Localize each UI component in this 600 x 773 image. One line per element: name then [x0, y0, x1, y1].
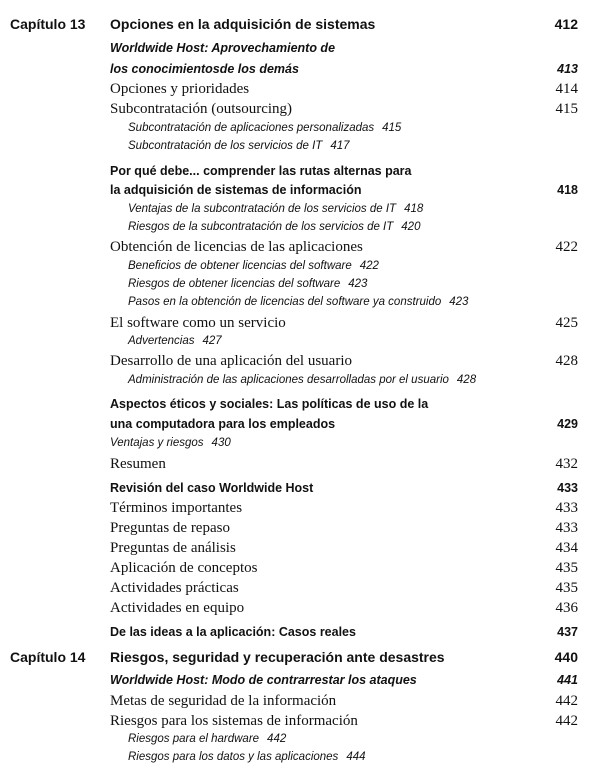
chapter-14-title: Riesgos, seguridad y recuperación ante desastres — [110, 649, 445, 665]
eticos-line1: Aspectos éticos y sociales: Las políticas de uso de la — [110, 397, 429, 411]
subentry-title: Beneficios de obtener licencias del software — [128, 260, 352, 272]
chapter-14-heading — [0, 649, 600, 669]
case-intro-14-title: Worldwide Host: Modo de contrarrestar los ataques — [110, 673, 417, 687]
entry-page: 435 — [555, 560, 578, 576]
chapter-13-page: 412 — [554, 16, 578, 32]
toc-subentry — [0, 140, 600, 160]
subentry — [128, 278, 367, 290]
subentry — [128, 733, 286, 745]
toc-entry — [0, 600, 600, 620]
entry-page: 425 — [555, 315, 578, 331]
porque-page: 418 — [557, 183, 578, 197]
toc-subentry — [0, 751, 600, 771]
case-intro-line2: los conocimientosde los demás — [110, 62, 299, 76]
entry-title: Preguntas de repaso — [110, 520, 230, 536]
entry-page: 432 — [555, 456, 578, 472]
entry-title: Actividades prácticas — [110, 580, 239, 596]
ideas-page: 437 — [557, 625, 578, 639]
subentry-title: Ventajas de la subcontratación de los servicios de IT — [128, 203, 397, 215]
toc-entry — [0, 164, 600, 184]
subentry-page: 430 — [211, 437, 231, 449]
subentry-title: Ventajas y riesgos — [110, 437, 204, 449]
entry-page: 428 — [555, 353, 578, 369]
eticos-page: 429 — [557, 417, 578, 431]
entry-title: Obtención de licencias de las aplicaciones — [110, 239, 363, 255]
revision-title: Revisión del caso Worldwide Host — [110, 481, 314, 495]
entry-title: El software como un servicio — [110, 315, 286, 331]
subentry-page: 444 — [346, 751, 366, 763]
toc-entry — [0, 481, 600, 501]
subentry-title: Subcontratación de los servicios de IT — [128, 140, 323, 152]
subentry — [128, 260, 379, 272]
toc-entry — [0, 456, 600, 476]
entry-page: 433 — [555, 520, 578, 536]
subentry-page: 422 — [359, 260, 379, 272]
toc-subentry — [0, 203, 600, 223]
toc-entry — [0, 62, 600, 82]
entry-page: 436 — [555, 600, 578, 616]
case-intro-14-page: 441 — [557, 673, 578, 687]
entry-title: Aplicación de conceptos — [110, 560, 258, 576]
toc-entry — [0, 417, 600, 437]
subentry — [128, 140, 350, 152]
toc-subentry — [0, 374, 600, 394]
toc-entry — [0, 315, 600, 335]
porque-line1: Por qué debe... comprender las rutas alternas para — [110, 164, 412, 178]
subentry-page: 417 — [330, 140, 350, 152]
subentry-page: 428 — [456, 374, 477, 386]
toc-subentry — [0, 122, 600, 142]
entry-title: Subcontratación (outsourcing) — [110, 101, 293, 117]
revision-page: 433 — [557, 481, 578, 495]
entry-page: 442 — [555, 713, 578, 729]
subentry — [128, 203, 423, 215]
chapter-14-page: 440 — [554, 649, 578, 665]
subentry-title: Subcontratación de aplicaciones personalizadas — [128, 122, 375, 134]
toc-entry — [0, 673, 600, 693]
entry-page: 433 — [555, 500, 578, 516]
toc-entry — [0, 397, 600, 417]
toc-entry — [0, 81, 600, 101]
entry-title: Resumen — [110, 456, 166, 472]
case-intro-line1: Worldwide Host: Aprovechamiento de — [110, 41, 336, 55]
subentry — [128, 221, 420, 233]
entry-page: 434 — [555, 540, 578, 556]
subentry-page: 427 — [202, 335, 222, 347]
toc-entry — [0, 500, 600, 520]
toc-subentry — [0, 296, 600, 316]
eticos-line2: una computadora para los empleados — [110, 417, 336, 431]
porque-line2: la adquisición de sistemas de información — [110, 183, 362, 197]
toc-subentry — [0, 437, 600, 457]
toc-entry — [0, 520, 600, 540]
case-intro-page: 413 — [557, 62, 578, 76]
entry-title: Opciones y prioridades — [110, 81, 250, 97]
toc-subentry — [0, 221, 600, 241]
chapter-13-heading — [0, 16, 600, 36]
subentry — [128, 335, 222, 347]
entry-page: 415 — [555, 101, 578, 117]
subentry-title: Advertencias — [128, 335, 195, 347]
toc-subentry — [0, 733, 600, 753]
subentry-title: Riesgos de la subcontratación de los servicios de IT — [128, 221, 394, 233]
toc-entry — [0, 41, 600, 61]
entry-page: 442 — [555, 693, 578, 709]
entry-title: Actividades en equipo — [110, 600, 245, 616]
subentry — [128, 122, 401, 134]
entry-title: Desarrollo de una aplicación del usuario — [110, 353, 352, 369]
toc-subentry — [0, 260, 600, 280]
toc-entry — [0, 183, 600, 203]
entry-title: Términos importantes — [110, 500, 243, 516]
subentry — [128, 374, 476, 386]
subentry-title: Riesgos para los datos y las aplicaciones — [128, 751, 339, 763]
entry-page: 435 — [555, 580, 578, 596]
toc-subentry — [0, 278, 600, 298]
toc-entry — [0, 693, 600, 713]
subentry-title: Riesgos para el hardware — [128, 733, 260, 745]
chapter-13-title: Opciones en la adquisición de sistemas — [110, 16, 376, 32]
chapter-13-label: Capítulo 13 — [10, 16, 86, 32]
subentry — [110, 437, 231, 449]
subentry-page: 420 — [401, 221, 421, 233]
toc-subentry — [0, 335, 600, 355]
subentry — [128, 751, 366, 763]
subentry-page: 442 — [267, 733, 287, 745]
subentry-title: Riesgos de obtener licencias del software — [128, 278, 341, 290]
subentry — [128, 296, 468, 308]
entry-page: 414 — [555, 81, 578, 97]
subentry-page: 415 — [382, 122, 402, 134]
entry-title: Metas de seguridad de la información — [110, 693, 337, 709]
subentry-page: 423 — [348, 278, 368, 290]
ideas-title: De las ideas a la aplicación: Casos reales — [110, 625, 356, 639]
toc-entry — [0, 625, 600, 645]
toc-entry — [0, 353, 600, 373]
entry-title: Riesgos para los sistemas de información — [110, 713, 358, 729]
toc-entry — [0, 239, 600, 259]
toc-entry — [0, 580, 600, 600]
entry-page: 422 — [555, 239, 578, 255]
toc-entry — [0, 713, 600, 733]
subentry-page: 423 — [449, 296, 469, 308]
subentry-page: 418 — [404, 203, 424, 215]
subentry-title: Administración de las aplicaciones desarrolladas por el usuario — [128, 374, 449, 386]
toc-entry — [0, 101, 600, 121]
subentry-title: Pasos en la obtención de licencias del software ya construido — [128, 296, 442, 308]
chapter-14-label: Capítulo 14 — [10, 649, 86, 665]
entry-title: Preguntas de análisis — [110, 540, 236, 556]
toc-entry — [0, 540, 600, 560]
toc-entry — [0, 560, 600, 580]
